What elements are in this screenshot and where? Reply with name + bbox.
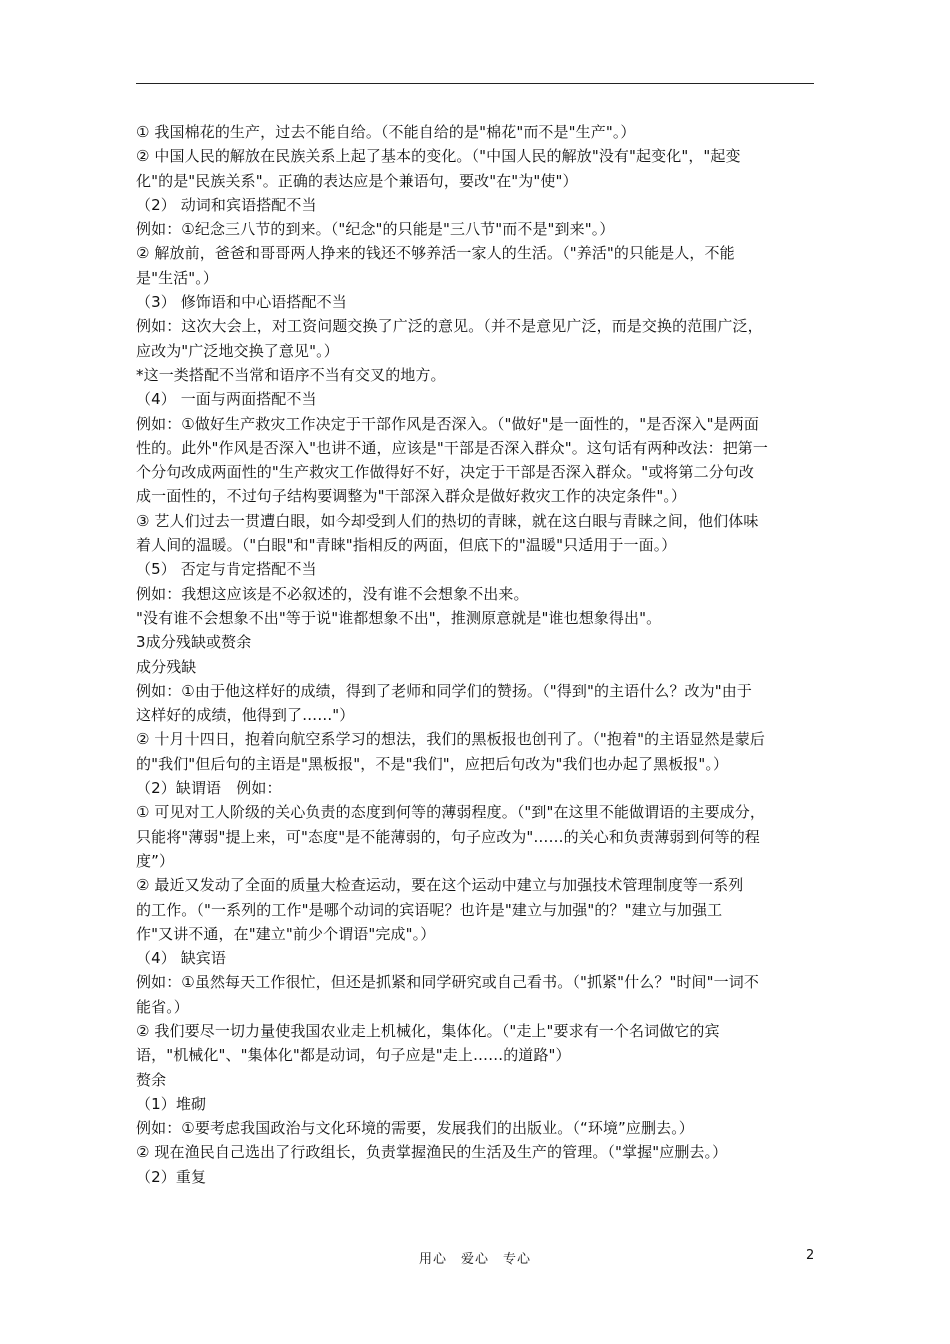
text-line: （1）堆砌 [136, 1094, 207, 1113]
text-line: 化"的是"民族关系"。正确的表达应是个兼语句，要改"在"为"使"） [136, 171, 578, 190]
text-line: 应改为"广泛地交换了意见"。） [136, 341, 339, 360]
text-line: 只能将"薄弱"提上来，可"态度"是不能薄弱的，句子应改为"……的关心和负责薄弱到何等的程 [136, 827, 760, 846]
text-line: 语，"机械化"、"集体化"都是动词，句子应是"走上……的道路"） [136, 1046, 571, 1065]
text-line: （4） 缺宾语 [136, 949, 227, 968]
text-line: *这一类搭配不当常和语序不当有交叉的地方。 [136, 365, 446, 384]
text-line: 成分残缺 [136, 657, 197, 676]
text-line: 着人间的温暖。（"白眼"和"青睐"指相反的两面，但底下的"温暖"只适用于一面。） [136, 536, 677, 555]
text-line: ② 最近又发动了全面的质量大检查运动，要在这个运动中建立与加强技术管理制度等一系列 [136, 876, 744, 895]
page-number: 2 [806, 1248, 815, 1263]
text-line: 能省。） [136, 997, 189, 1016]
text-line: （2） 动词和宾语搭配不当 [136, 195, 317, 214]
document-body [136, 120, 820, 1189]
header-rule [136, 83, 814, 84]
text-line: 例如：①纪念三八节的到来。（"纪念"的只能是"三八节"而不是"到来"。） [136, 220, 615, 239]
text-line: 例如：我想这应该是不必叙述的，没有谁不会想象不出来。 [136, 584, 529, 603]
text-line: （5） 否定与肯定搭配不当 [136, 560, 317, 579]
text-line: （2）重复 [136, 1167, 207, 1186]
text-line: （4） 一面与两面搭配不当 [136, 390, 317, 409]
text-line: 的"我们"但后句的主语是"黑板报"，不是"我们"，应把后句改为"我们也办起了黑板报"。） [136, 754, 729, 773]
text-line: （2）缺谓语 例如： [136, 779, 282, 798]
text-line: 是"生活"。） [136, 268, 218, 287]
text-line: 3成分残缺或赘余 [136, 633, 252, 652]
text-line: 的工作。（"一系列的工作"是哪个动词的宾语呢？也许是"建立与加强"的？"建立与加强工 [136, 900, 723, 919]
text-line: 作"又讲不通，在"建立"前少个谓语"完成"。） [136, 924, 436, 943]
text-line: ② 解放前，爸爸和哥哥两人挣来的钱还不够养活一家人的生活。（"养活"的只能是人，不能 [136, 244, 735, 263]
footer-motto: 用心 爱心 专心 [418, 1252, 531, 1267]
text-line: "没有谁不会想象不出"等于说"谁都想象不出"，推测原意就是"谁也想象得出"。 [136, 608, 662, 627]
text-line: 例如：①做好生产救灾工作决定于干部作风是否深入。（"做好"是一面性的，"是否深入"是两面 [136, 414, 759, 433]
text-line: ② 我们要尽一切力量使我国农业走上机械化，集体化。（"走上"要求有一个名词做它的宾 [136, 1021, 720, 1040]
text-line: ① 我国棉花的生产，过去不能自给。（不能自给的是"棉花"而不是"生产"。） [136, 123, 636, 141]
text-line: 例如：①虽然每天工作很忙，但还是抓紧和同学研究或自己看书。（"抓紧"什么？"时间"一词不 [136, 973, 759, 992]
text-line: 例如：①要考虑我国政治与文化环境的需要，发展我们的出版业。（“环境”应删去。） [136, 1119, 694, 1138]
text-line: 成一面性的，不过句子结构要调整为"干部深入群众是做好救灾工作的决定条件"。） [136, 487, 687, 506]
text-line: ③ 艺人们过去一贯遭白眼，如今却受到人们的热切的青睐，就在这白眼与青睐之间，他们体味 [136, 511, 759, 530]
text-line: ② 中国人民的解放在民族关系上起了基本的变化。（"中国人民的解放"没有"起变化"，"起变 [136, 147, 741, 166]
text-line: 个分句改成两面性的"生产救灾工作做得好不好，决定于干部是否深入群众。"或将第二分句改 [136, 463, 755, 482]
text-line: ② 十月十四日，抱着向航空系学习的想法，我们的黑板报也创刊了。（"抱着"的主语显然是蒙后 [136, 730, 765, 749]
text-line: （3） 修饰语和中心语搭配不当 [136, 293, 347, 312]
text-line: 例如：这次大会上，对工资问题交换了广泛的意见。（并不是意见广泛，而是交换的范围广泛， [136, 317, 763, 336]
text-line: ① 可见对工人阶级的关心负责的态度到何等的薄弱程度。（"到"在这里不能做谓语的主要成分， [136, 803, 765, 822]
text-line: 性的。此外"作风是否深入"也讲不通，应该是"干部是否深入群众"。这句话有两种改法：把第一 [136, 438, 769, 457]
text-line: 度”） [136, 851, 175, 870]
text-line: 这样好的成绩，他得到了……"） [136, 706, 355, 725]
text-line: 赘余 [136, 1070, 167, 1089]
text-line: 例如：①由于他这样好的成绩，得到了老师和同学们的赞扬。（"得到"的主语什么？改为"由于 [136, 681, 752, 700]
text-line: ② 现在渔民自己选出了行政组长，负责掌握渔民的生活及生产的管理。（"掌握"应删去。） [136, 1143, 728, 1162]
